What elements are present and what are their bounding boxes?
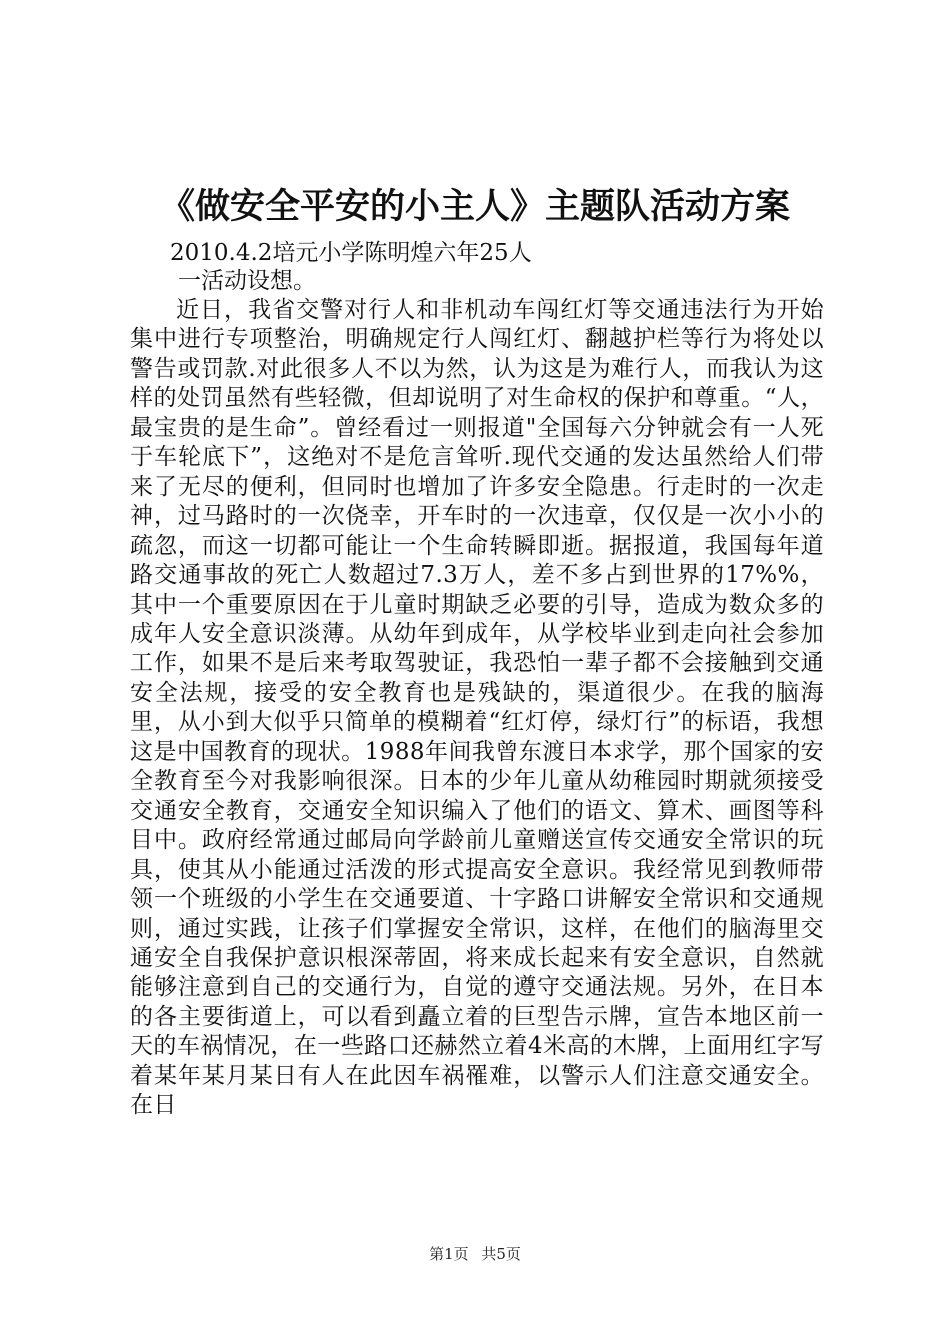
document-title: 《做安全平安的小主人》主题队活动方案	[159, 186, 790, 227]
page-total: 共5页	[481, 1245, 521, 1263]
body-paragraph: 近日，我省交警对行人和非机动车闯红灯等交通违法行为开始集中进行专项整治，明确规定行人闯红灯、翻越护栏等行为将处以警告或罚款.对此很多人不以为然，认为这是为难行人，而我认为这样的处罚虽然有些轻微，但却说明了对生命权的保护和尊重。“人，最宝贵的是生命”。曾经看过一则报道"全国每六分钟就会有一人死于车轮底下”，这绝对不是危言耸听.现代交通的发达虽然给人们带来了无尽的便利，但同时也增加了许多安全隐患。行走时的一次走神，过马路时的一次侥幸，开车时的一次违章，仅仅是一次小小的疏忽，而这一切都可能让一个生命转瞬即逝。据报道，我国每年道路交通事故的死亡人数超过7.3万人，差不多占到世界的17%%，其中一个重要原因在于儿童时期缺乏必要的引导，造成为数众多的成年人安全意识淡薄。从幼年到成年，从学校毕业到走向社会参加工作，如果不是后来考取驾驶证，我恐怕一辈子都不会接触到交通安全法规，接受的安全教育也是残缺的，渠道很少。在我的脑海里，从小到大似乎只简单的模糊着“红灯停，绿灯行”的标语，我想这是中国教育的现状。1988年间我曾东渡日本求学，那个国家的安全教育至今对我影响很深。日本的少年儿童从幼稚园时期就须接受交通安全教育，交通安全知识编入了他们的语文、算术、画图等科目中。政府经常通过邮局向学龄前儿童赠送宣传交通安全常识的玩具，使其从小能通过活泼的形式提高安全意识。我经常见到教师带领一个班级的小学生在交通要道、十字路口讲解安全常识和交通规则，通过实践，让孩子们掌握安全常识，这样，在他们的脑海里交通安全自我保护意识根深蒂固，将来成长起来有安全意识，自然就能够注意到自己的交通行为，自觉的遵守交通法规。另外，在日本的各主要街道上，可以看到矗立着的巨型告示牌，宣告本地区前一天的车祸情况，在一些路口还赫然立着4米高的木牌，上面用红字写着某年某月某日有人在此因车祸罹难，以警示人们注意交通安全。在日	[130, 297, 824, 1119]
page-number: 第1页	[429, 1245, 469, 1263]
section-heading: 一活动设想。	[178, 268, 316, 294]
page-footer	[0, 1244, 950, 1264]
author-date-line: 2010.4.2培元小学陈明煌六年25人	[170, 240, 532, 266]
